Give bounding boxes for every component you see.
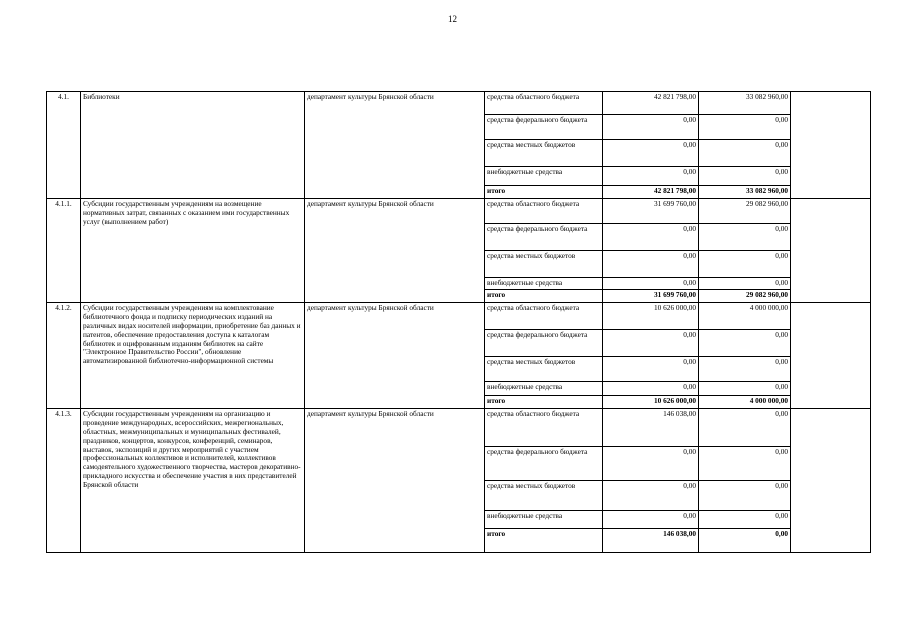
- amount-col2: 0,00: [699, 278, 791, 290]
- total-label: итого: [485, 529, 603, 553]
- item-number: 4.1.3.: [47, 409, 81, 553]
- amount-col1: 10 626 000,00: [603, 303, 699, 330]
- funding-source: средства местных бюджетов: [485, 140, 603, 167]
- funding-source: внебюджетные средства: [485, 382, 603, 396]
- amount-col2: 0,00: [699, 447, 791, 481]
- total-col2: 0,00: [699, 529, 791, 553]
- empty-cell: [791, 92, 871, 199]
- funding-source: средства областного бюджета: [485, 303, 603, 330]
- amount-col2: 0,00: [699, 167, 791, 186]
- item-executor: департамент культуры Брянской области: [305, 409, 485, 553]
- funding-source: внебюджетные средства: [485, 511, 603, 529]
- funding-source: средства местных бюджетов: [485, 481, 603, 511]
- amount-col2: 0,00: [699, 115, 791, 140]
- amount-col1: 146 038,00: [603, 409, 699, 447]
- amount-col1: 0,00: [603, 330, 699, 357]
- total-col1: 10 626 000,00: [603, 396, 699, 409]
- empty-cell: [791, 409, 871, 553]
- total-col2: 4 000 000,00: [699, 396, 791, 409]
- funding-source: средства федерального бюджета: [485, 330, 603, 357]
- empty-cell: [791, 303, 871, 409]
- total-label: итого: [485, 396, 603, 409]
- empty-cell: [791, 199, 871, 303]
- amount-col2: 0,00: [699, 357, 791, 382]
- page-number: 12: [448, 14, 457, 24]
- amount-col1: 0,00: [603, 224, 699, 251]
- item-number: 4.1.2.: [47, 303, 81, 409]
- amount-col1: 0,00: [603, 511, 699, 529]
- table-row: [47, 199, 871, 224]
- budget-table-body: [47, 92, 871, 553]
- item-number: 4.1.1.: [47, 199, 81, 303]
- amount-col1: 0,00: [603, 278, 699, 290]
- funding-source: средства федерального бюджета: [485, 447, 603, 481]
- amount-col2: 0,00: [699, 511, 791, 529]
- total-col1: 42 821 798,00: [603, 186, 699, 199]
- funding-source: внебюджетные средства: [485, 167, 603, 186]
- amount-col2: 0,00: [699, 251, 791, 278]
- amount-col2: 0,00: [699, 140, 791, 167]
- amount-col2: 0,00: [699, 409, 791, 447]
- amount-col2: 4 000 000,00: [699, 303, 791, 330]
- total-col2: 33 082 960,00: [699, 186, 791, 199]
- amount-col1: 31 699 760,00: [603, 199, 699, 224]
- table-row: [47, 303, 871, 330]
- amount-col1: 0,00: [603, 167, 699, 186]
- total-col1: 31 699 760,00: [603, 290, 699, 303]
- amount-col1: 0,00: [603, 140, 699, 167]
- item-executor: департамент культуры Брянской области: [305, 199, 485, 303]
- total-col2: 29 082 960,00: [699, 290, 791, 303]
- budget-table: [46, 91, 871, 553]
- table-row: [47, 409, 871, 447]
- funding-source: средства областного бюджета: [485, 92, 603, 115]
- amount-col1: 0,00: [603, 115, 699, 140]
- item-name: Библиотеки: [81, 92, 305, 199]
- funding-source: средства федерального бюджета: [485, 224, 603, 251]
- item-executor: департамент культуры Брянской области: [305, 303, 485, 409]
- amount-col1: 0,00: [603, 447, 699, 481]
- funding-source: средства местных бюджетов: [485, 357, 603, 382]
- amount-col2: 0,00: [699, 481, 791, 511]
- amount-col2: 0,00: [699, 330, 791, 357]
- funding-source: средства областного бюджета: [485, 199, 603, 224]
- amount-col2: 29 082 960,00: [699, 199, 791, 224]
- item-name: Субсидии государственным учреждениям на организацию и проведение международных, всероссийских, межрегиональных, областных, межмуниципальных и муниципальных фестивалей, праздников, концертов, конкурсов, конференций, семинаров, выставок, экспозиций и других мероприятий с участием профессиональных коллективов и исполнителей, коллективов самодеятельного художественного творчества, мастеров декоративно-прикладного искусства и обеспечение участия в них представителей Брянской области: [81, 409, 305, 553]
- item-name: Субсидии государственным учреждениям на комплектование библиотечного фонда и подписку периодических изданий на различных видах носителей информации, приобретение баз данных и патентов, обеспечение предоставления доступа к каталогам библиотек и оцифрованным изданиям библиотек на сайте "Электронное Правительство России", обновление автоматизированной библиотечно-информационной системы: [81, 303, 305, 409]
- item-number: 4.1.: [47, 92, 81, 199]
- funding-source: средства федерального бюджета: [485, 115, 603, 140]
- total-label: итого: [485, 290, 603, 303]
- amount-col1: 0,00: [603, 357, 699, 382]
- item-name: Субсидии государственным учреждениям на возмещение нормативных затрат, связанных с оказанием ими государственных услуг (выполнением работ): [81, 199, 305, 303]
- total-label: итого: [485, 186, 603, 199]
- funding-source: внебюджетные средства: [485, 278, 603, 290]
- total-col1: 146 038,00: [603, 529, 699, 553]
- amount-col2: 0,00: [699, 224, 791, 251]
- item-executor: департамент культуры Брянской области: [305, 92, 485, 199]
- amount-col1: 0,00: [603, 481, 699, 511]
- amount-col2: 33 082 960,00: [699, 92, 791, 115]
- amount-col1: 0,00: [603, 251, 699, 278]
- funding-source: средства областного бюджета: [485, 409, 603, 447]
- funding-source: средства местных бюджетов: [485, 251, 603, 278]
- table-row: [47, 92, 871, 115]
- amount-col1: 42 821 798,00: [603, 92, 699, 115]
- amount-col1: 0,00: [603, 382, 699, 396]
- amount-col2: 0,00: [699, 382, 791, 396]
